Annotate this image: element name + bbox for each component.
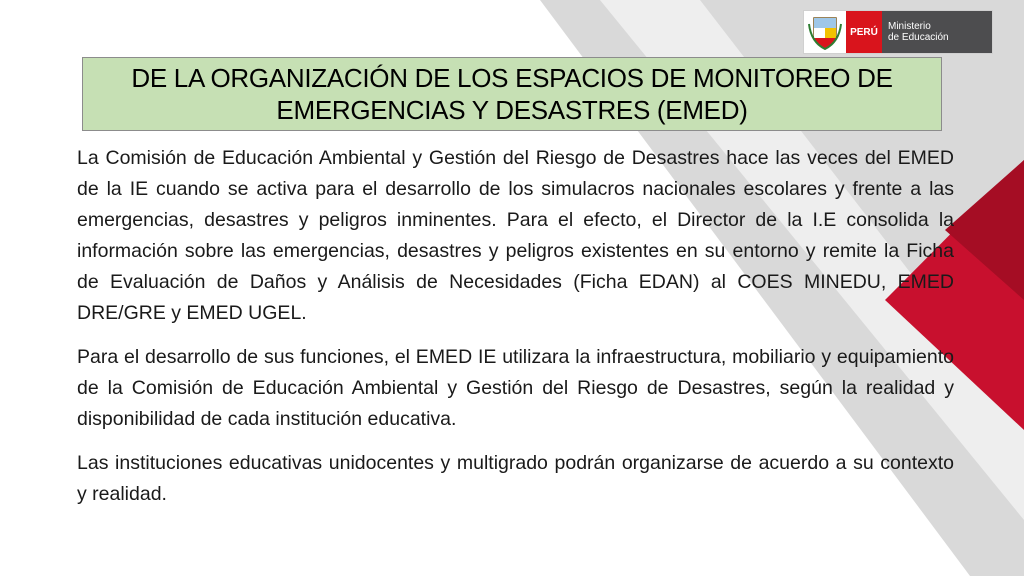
paragraph: La Comisión de Educación Ambiental y Gestión del Riesgo de Desastres hace las veces del EMED de la IE cuando se activa para el desarrollo de los simulacros nacionales escolares y frente a las emergencias, desastres y peligros inminentes. Para el efecto, el Director de la I.E consolida la información sobre las emergencias, desastres y peligros existentes en su entorno y remite la Ficha de Evaluación de Daños y Análisis de Necesidades (Ficha EDAN) al COES MINEDU, EMED DRE/GRE y EMED UGEL. xyxy=(77,147,954,324)
paragraph: Las instituciones educativas unidocentes y multigrado podrán organizarse de acuerdo a su contexto y realidad. xyxy=(77,452,954,505)
body-text xyxy=(77,143,954,523)
peru-label: PERÚ xyxy=(846,11,882,53)
ministry-line-2: de Educación xyxy=(888,32,949,43)
coat-of-arms-icon xyxy=(808,14,842,50)
ministry-logo xyxy=(803,10,993,54)
ministry-line-1: Ministerio xyxy=(888,21,931,32)
paragraph: Para el desarrollo de sus funciones, el EMED IE utilizara la infraestructura, mobiliario y equipamiento de la Comisión de Educación Ambiental y Gestión del Riesgo de Desastres, según la realidad y disponibilidad de cada institución educativa. xyxy=(77,346,954,430)
ministry-label xyxy=(882,11,992,53)
slide-title: DE LA ORGANIZACIÓN DE LOS ESPACIOS DE MONITOREO DE EMERGENCIAS Y DESASTRES (EMED) xyxy=(82,57,942,131)
